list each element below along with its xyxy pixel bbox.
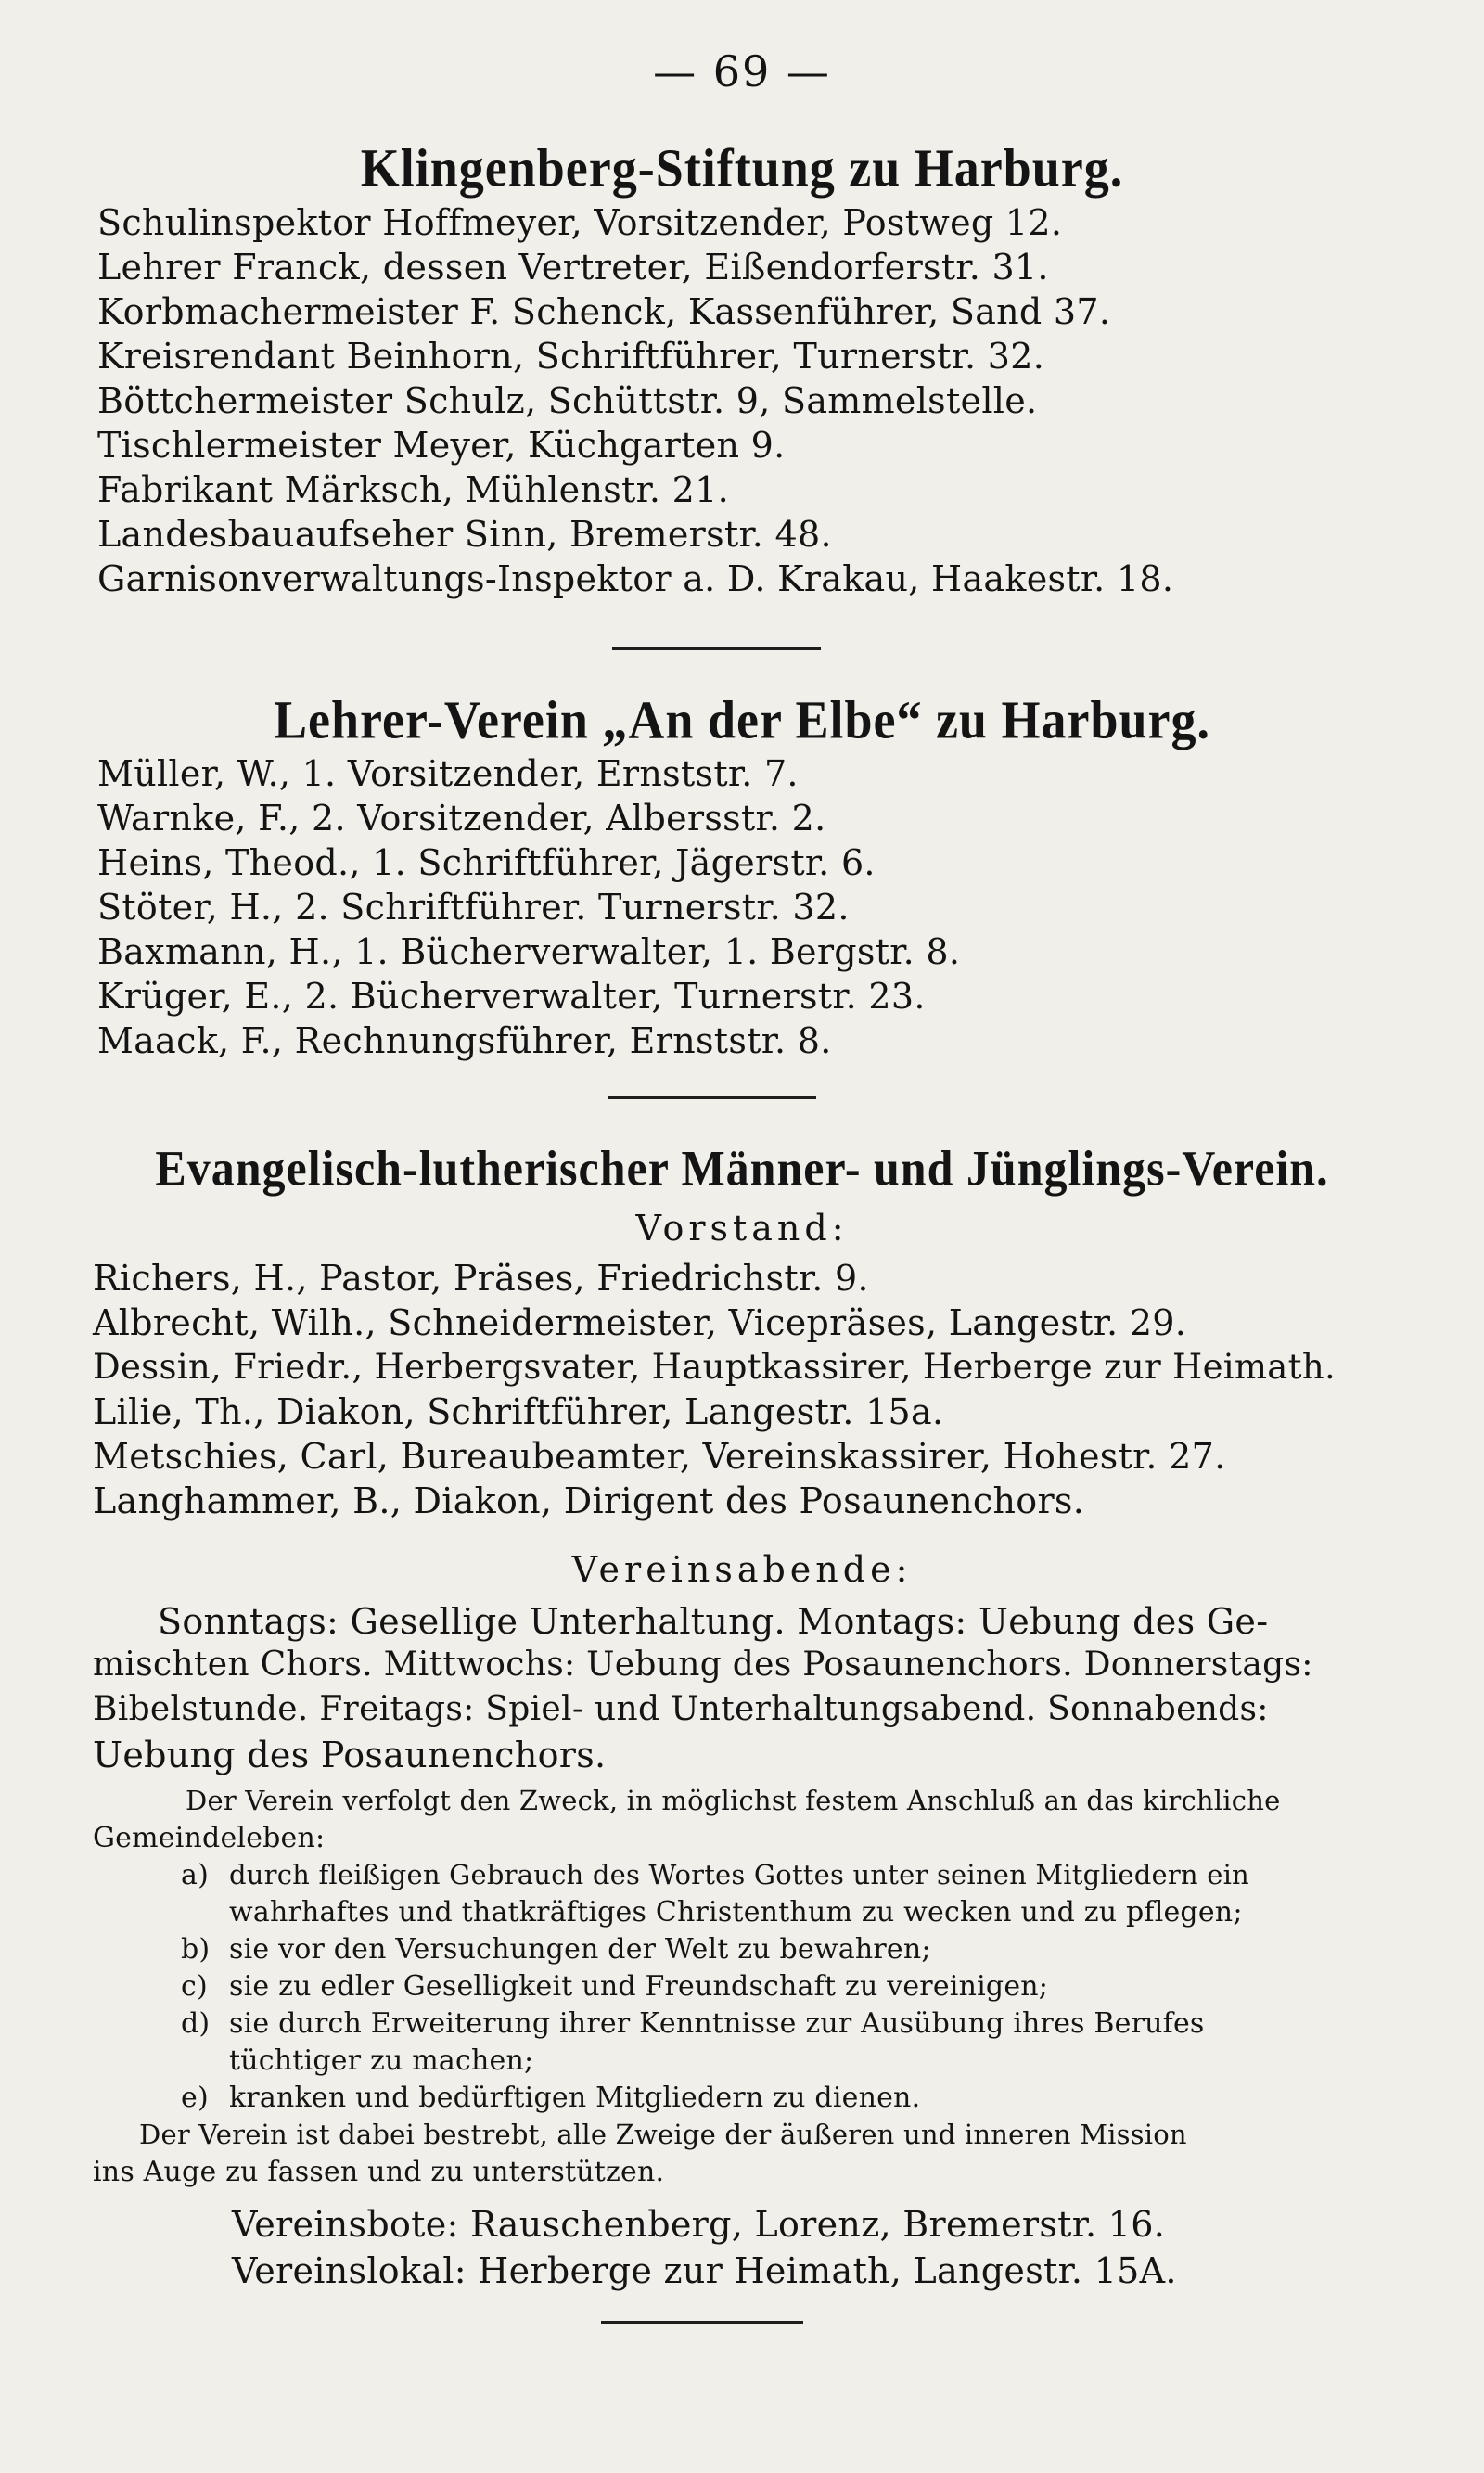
member-line: Baxmann, H., 1. Bücherverwalter, 1. Bergstr. 8.	[97, 931, 961, 972]
schedule-line: Bibelstunde. Freitags: Spiel- und Unterhaltungsabend. Sonnabends:	[93, 1690, 1269, 1728]
purpose-item	[181, 1933, 931, 1966]
section-divider	[601, 2321, 803, 2324]
member-line: Garnisonverwaltungs-Inspektor a. D. Krakau, Haakestr. 18.	[97, 558, 1174, 599]
item-text: wahrhaftes und thatkräftiges Christenthum zu wecken und zu pflegen;	[229, 1896, 1243, 1928]
item-text: sie vor den Versuchungen der Welt zu bewahren;	[229, 1933, 931, 1966]
item-text: durch fleißigen Gebrauch des Wortes Gottes unter seinen Mitgliedern ein	[229, 1859, 1249, 1890]
member-line: Tischlermeister Meyer, Küchgarten 9.	[97, 425, 786, 466]
item-label: d)	[181, 2007, 211, 2040]
board-member-line: Metschies, Carl, Bureaubeamter, Vereinskassirer, Hohestr. 27.	[93, 1436, 1226, 1477]
board-member-line: Albrecht, Wilh., Schneidermeister, Vicepräses, Langestr. 29.	[93, 1302, 1187, 1343]
member-line: Böttchermeister Schulz, Schüttstr. 9, Sammelstelle.	[97, 380, 1038, 421]
purpose-line: Gemeindeleben:	[93, 1822, 326, 1854]
board-member-line: Langhammer, B., Diakon, Dirigent des Posaunenchors.	[93, 1480, 1085, 1521]
item-text: sie zu edler Geselligkeit und Freundschaft zu vereinigen;	[229, 1970, 1049, 2003]
member-line: Kreisrendant Beinhorn, Schriftführer, Turnerstr. 32.	[97, 336, 1045, 377]
item-label: a)	[181, 1859, 209, 1891]
item-text: kranken und bedürftigen Mitgliedern zu dienen.	[229, 2082, 921, 2114]
member-line: Warnke, F., 2. Vorsitzender, Albersstr. 2.	[97, 798, 826, 839]
section-divider	[608, 1096, 816, 1099]
member-line: Heins, Theod., 1. Schriftführer, Jägerstr. 6.	[97, 842, 876, 883]
schedule-line: Sonntags: Gesellige Unterhaltung. Montags: Uebung des Ge-	[158, 1601, 1269, 1642]
board-member-line: Richers, H., Pastor, Präses, Friedrichstr. 9.	[93, 1258, 869, 1299]
member-line: Landesbauaufseher Sinn, Bremerstr. 48.	[97, 514, 832, 555]
item-text: tüchtiger zu machen;	[229, 2044, 534, 2077]
vereinslokal-line: Vereinslokal: Herberge zur Heimath, Langestr. 15A.	[232, 2250, 1177, 2291]
item-label: c)	[181, 1970, 208, 2003]
mission-line: Der Verein ist dabei bestrebt, alle Zweige der äußeren und inneren Mission	[139, 2119, 1187, 2150]
purpose-item	[181, 1970, 1048, 2003]
mission-line: ins Auge zu fassen und zu unterstützen.	[93, 2156, 665, 2188]
member-line: Maack, F., Rechnungsführer, Ernststr. 8.	[97, 1020, 832, 1061]
vereinsbote-line: Vereinsbote: Rauschenberg, Lorenz, Bremerstr. 16.	[232, 2204, 1166, 2245]
board-member-line: Lilie, Th., Diakon, Schriftführer, Langestr. 15a.	[93, 1391, 944, 1432]
page-number: — 69 —	[653, 46, 831, 96]
purpose-line: Der Verein verfolgt den Zweck, in möglichst festem Anschluß an das kirchliche	[186, 1785, 1281, 1816]
item-text: sie durch Erweiterung ihrer Kenntnisse zur Ausübung ihres Berufes	[229, 2007, 1205, 2040]
member-line: Korbmachermeister F. Schenck, Kassenführer, Sand 37.	[97, 291, 1111, 332]
item-label: e)	[181, 2082, 209, 2114]
schedule-line: Uebung des Posaunenchors.	[93, 1735, 607, 1775]
section-divider	[612, 647, 821, 650]
vorstand-label: Vorstand:	[635, 1208, 849, 1249]
member-line: Fabrikant Märksch, Mühlenstr. 21.	[97, 469, 729, 510]
purpose-item	[181, 2082, 920, 2114]
member-line: Schulinspektor Hoffmeyer, Vorsitzender, Postweg 12.	[97, 202, 1063, 243]
member-line: Stöter, H., 2. Schriftführer. Turnerstr. 32.	[97, 887, 850, 928]
purpose-item	[181, 2007, 1205, 2040]
member-line: Krüger, E., 2. Bücherverwalter, Turnerstr. 23.	[97, 976, 926, 1017]
board-member-line: Dessin, Friedr., Herbergsvater, Hauptkassirer, Herberge zur Heimath.	[93, 1347, 1337, 1387]
purpose-item	[181, 1859, 1249, 1891]
section-title-klingenberg: Klingenberg-Stiftung zu Harburg.	[360, 137, 1124, 199]
member-line: Müller, W., 1. Vorsitzender, Ernststr. 7.	[97, 753, 799, 794]
vereinsabende-label: Vereinsabende:	[571, 1549, 913, 1590]
item-label: b)	[181, 1933, 211, 1966]
schedule-line: mischten Chors. Mittwochs: Uebung des Posaunenchors. Donnerstags:	[93, 1646, 1313, 1684]
member-line: Lehrer Franck, dessen Vertreter, Eißendorferstr. 31.	[97, 247, 1049, 288]
section-title-evangelisch: Evangelisch-lutherischer Männer- und Jünglings-Verein.	[155, 1139, 1329, 1197]
section-title-lehrer-verein: Lehrer-Verein „An der Elbe“ zu Harburg.	[274, 689, 1210, 750]
